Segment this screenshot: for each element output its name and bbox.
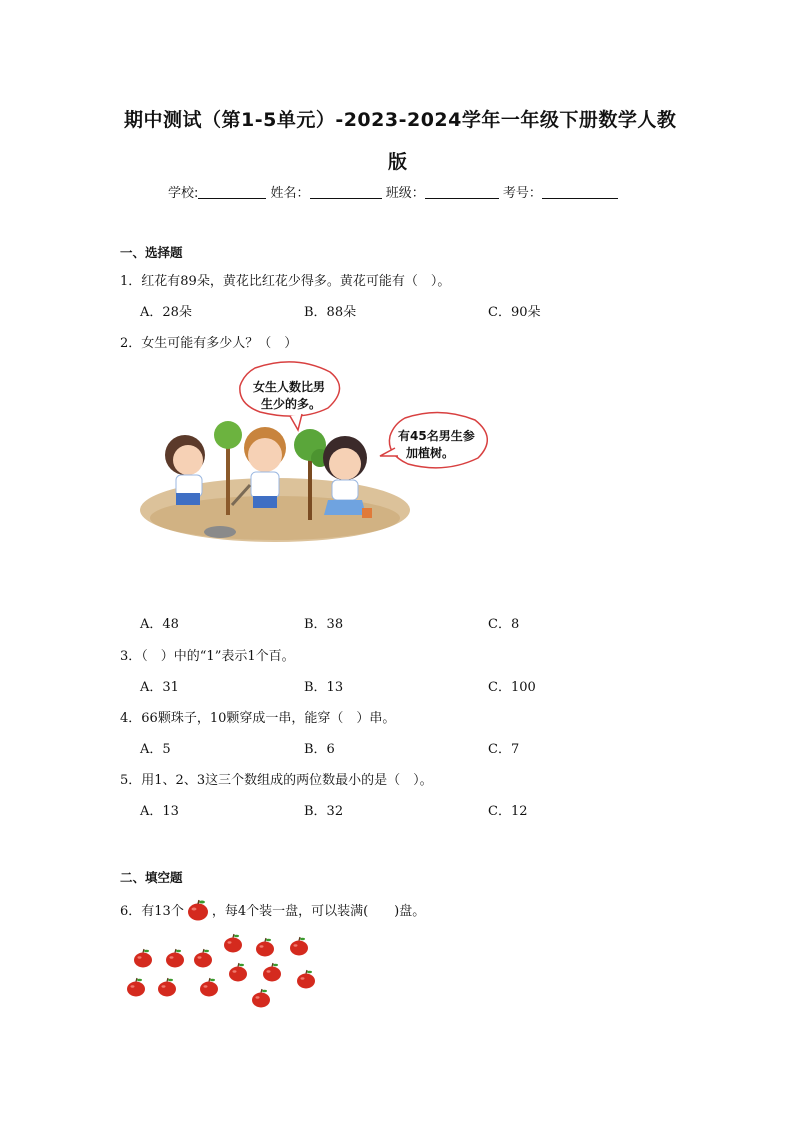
q3-option-c[interactable]: C．100 xyxy=(488,680,536,695)
q3-option-b[interactable]: B．13 xyxy=(304,680,344,695)
q2-option-c[interactable]: C．8 xyxy=(488,617,520,632)
apple-icon xyxy=(289,936,309,956)
apple-icon xyxy=(186,899,210,921)
q1-option-a[interactable]: A．28朵 xyxy=(140,305,192,320)
bubble-left-line2: 生少的多。 xyxy=(261,397,322,411)
name-label: 姓名： xyxy=(270,186,310,201)
apple-icon xyxy=(255,937,275,957)
school-label: 学校: xyxy=(168,186,199,201)
apple-icon xyxy=(133,948,153,968)
q2-option-b[interactable]: B．38 xyxy=(304,617,344,632)
class-label: 班级： xyxy=(385,186,425,201)
exam-number-label: 考号： xyxy=(502,186,542,201)
question-5: 5．用1、2、3这三个数组成的两位数最小的是（ ）。 xyxy=(120,773,433,788)
apple-icon xyxy=(262,962,282,982)
question-6 xyxy=(120,899,425,921)
section-title-fill-blank: 二、填空题 xyxy=(120,870,183,885)
q5-option-c[interactable]: C．12 xyxy=(488,804,528,819)
page-title-line2: 版 xyxy=(388,151,408,173)
apple-icon xyxy=(296,969,316,989)
exam-number-field[interactable] xyxy=(542,184,618,199)
info-line xyxy=(168,182,618,201)
q3-option-a[interactable]: A．31 xyxy=(140,680,179,695)
class-field[interactable] xyxy=(425,184,499,199)
q5-option-b[interactable]: B．32 xyxy=(304,804,344,819)
question-2: 2．女生可能有多少人？（ ） xyxy=(120,336,298,351)
apple-icon xyxy=(199,977,219,997)
apple-icon xyxy=(228,962,248,982)
question-3: 3．（ ）中的“1”表示1个百。 xyxy=(120,649,295,664)
q2-option-a[interactable]: A．48 xyxy=(140,617,179,632)
question-6-text-after: ，每4个装一盘，可以装满( )盘。 xyxy=(211,904,426,919)
bubble-right-line1: 有45名男生参 xyxy=(398,429,475,443)
page-title-line1: 期中测试（第1-5单元）-2023-2024学年一年级下册数学人教 xyxy=(124,109,677,131)
apple-icon xyxy=(223,933,243,953)
q1-option-c[interactable]: C．90朵 xyxy=(488,305,541,320)
q1-option-b[interactable]: B．88朵 xyxy=(304,305,357,320)
apple-icon xyxy=(157,977,177,997)
section-title-choice: 一、选择题 xyxy=(120,245,183,260)
q4-option-a[interactable]: A．5 xyxy=(140,742,171,757)
question-4: 4．66颗珠子，10颗穿成一串，能穿（ ）串。 xyxy=(120,711,396,726)
apple-icon xyxy=(126,977,146,997)
apple-icon xyxy=(251,988,271,1008)
apple-icon xyxy=(165,948,185,968)
apple-icon xyxy=(193,948,213,968)
bubble-left-line1: 女生人数比男 xyxy=(253,380,326,394)
question-1: 1．红花有89朵，黄花比红花少得多。黄花可能有（ ）。 xyxy=(120,274,451,289)
question-6-text-before: 6．有13个 xyxy=(120,904,184,919)
q4-option-b[interactable]: B．6 xyxy=(304,742,335,757)
children-planting-trees-illustration xyxy=(140,360,500,545)
bubble-right-line2: 加植树。 xyxy=(406,446,455,460)
q5-option-a[interactable]: A．13 xyxy=(140,804,179,819)
q4-option-c[interactable]: C．7 xyxy=(488,742,520,757)
name-field[interactable] xyxy=(310,184,382,199)
school-field[interactable] xyxy=(198,184,266,199)
